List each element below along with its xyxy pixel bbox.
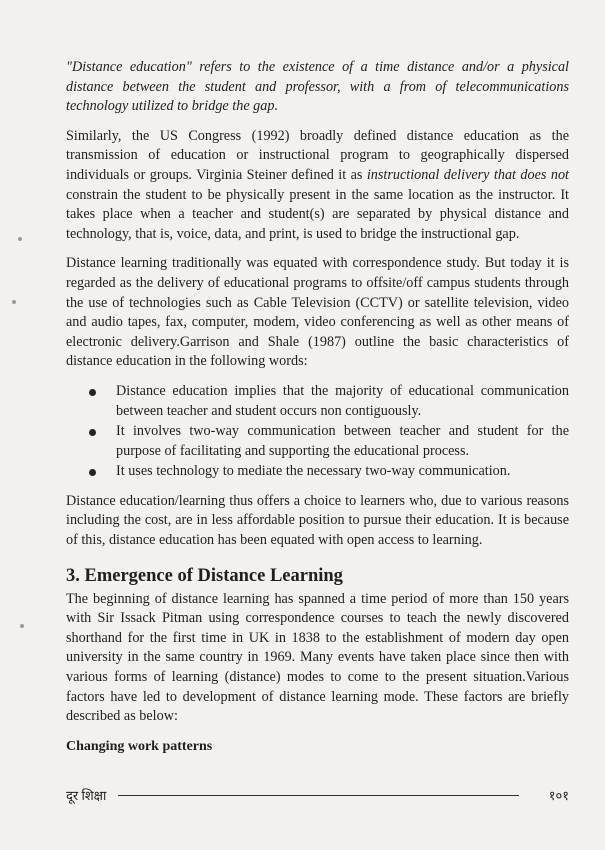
margin-mark (20, 624, 24, 628)
paragraph-definition (66, 127, 569, 245)
list-item-text: It involves two-way communication between teacher and student for the purpose of facilitating and supporting the educational process. (116, 423, 569, 459)
list-item (66, 422, 569, 461)
list-item (66, 462, 569, 482)
paragraph-definition-text-2: constrain the student to be physically present in the same location as the instructor. It takes place when a teacher and student(s) are separated by physical distance and technology, that is, voice, data, and print, is used to bridge the instructional gap. (66, 186, 569, 242)
margin-mark (12, 300, 16, 304)
page-footer (66, 784, 569, 804)
footer-title: दूर शिक्षा (66, 788, 107, 803)
page-number: १०१ (548, 788, 569, 803)
characteristics-list (66, 382, 569, 482)
list-item-text: Distance education implies that the majority of educational communication between teacher and student occurs non contiguously. (116, 382, 569, 419)
bullet-icon (89, 389, 96, 396)
list-item-text: It uses technology to mediate the necessary two-way communication. (116, 463, 511, 480)
paragraph-open-access: Distance education/learning thus offers a choice to learners who, due to various reasons including the cost, are in less affordable position to pursue their education. It is because of this, distance education has been equated with open access to learning. (66, 492, 569, 549)
paragraph-definition-italic: instructional delivery that does not (366, 166, 569, 183)
paragraph-definition-text-1: Similarly, the US Congress (1992) broadly defined distance education as the transmission of education or instructional program to geographically dispersed individuals or groups. Virginia Steiner defined it as (66, 127, 569, 183)
document-page (66, 58, 569, 756)
list-item (66, 382, 569, 421)
margin-mark (18, 237, 22, 241)
paragraph-history: The beginning of distance learning has spanned a time period of more than 150 years with Sir Issack Pitman using correspondence courses to teach the newly discovered shorthand for the first time in UK in 1838 to the establishment of modern day open university in the same country in 1969. Many events have taken place since then with various forms of learning (distance) modes to come to the present situation.Various factors have led to development of distance learning mode. These factors are briefly described as below: (66, 590, 569, 725)
footer-rule (118, 795, 519, 796)
bullet-icon (89, 429, 96, 436)
intro-quote: "Distance education" refers to the existence of a time distance and/or a physical distance between the student and professor, with a from of telecommunications technology utilized to bridge the gap. (66, 59, 569, 115)
subheading: Changing work patterns (66, 738, 213, 754)
paragraph-traditional: Distance learning traditionally was equated with correspondence study. But today it is regarded as the delivery of educational programs to offsite/off campus students through the use of technologies such as Cable Television (CCTV) or satellite television, video and audio tapes, fax, computer, modem, video conferencing as well as other means of electronic delivery.Garrison and Shale (1987) outline the basic characteristics of distance education in the following words: (66, 255, 569, 370)
section-heading: 3. Emergence of Distance Learning (66, 565, 343, 586)
bullet-icon (89, 469, 96, 476)
